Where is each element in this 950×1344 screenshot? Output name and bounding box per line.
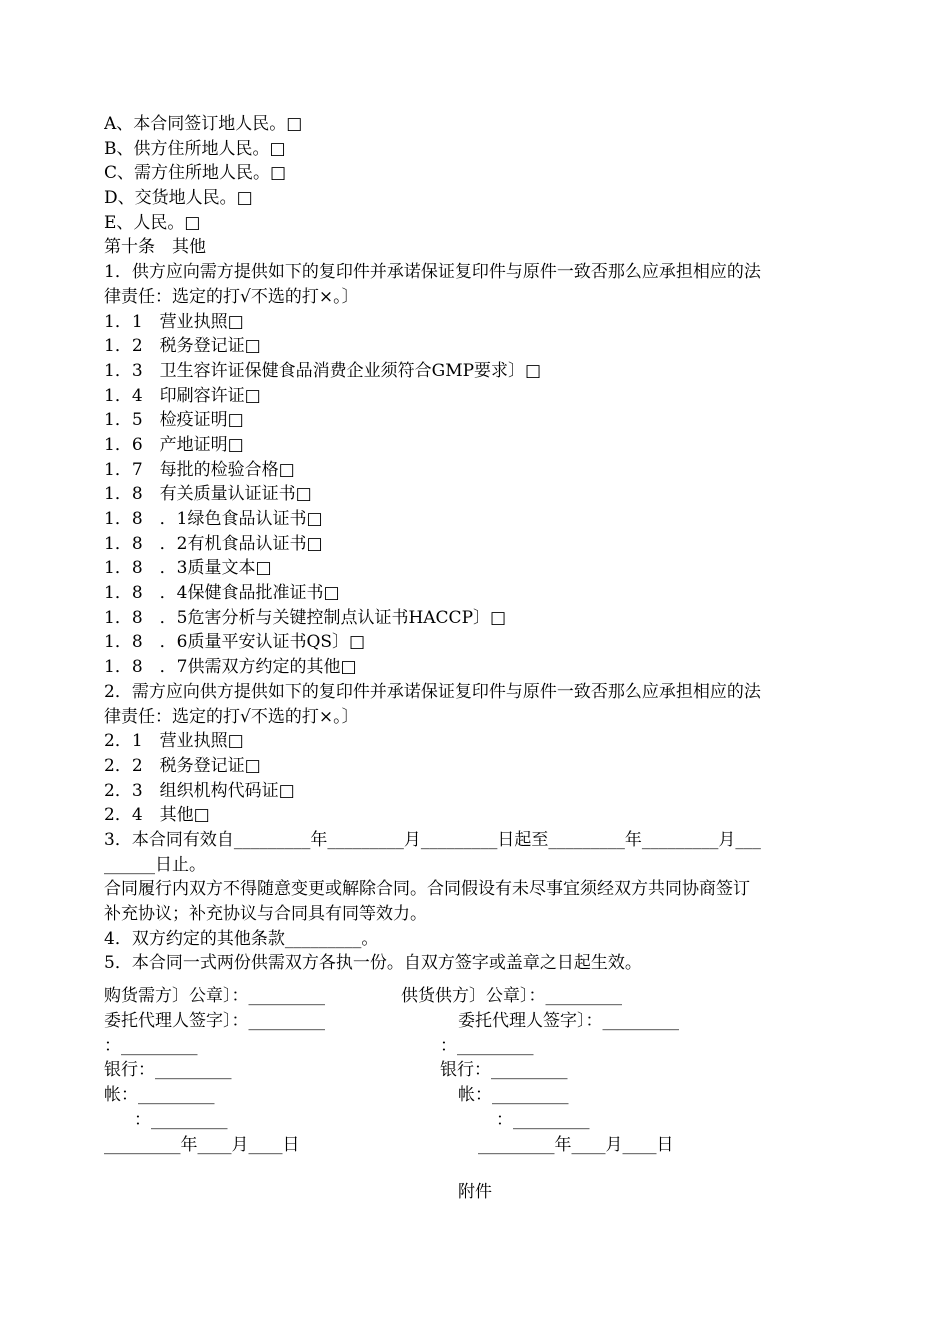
clause-line: D、交货地人民。□ — [104, 188, 253, 209]
buyer-blank-field: ：_________ — [134, 1110, 228, 1130]
seller-bank-label: 银行：_________ — [440, 1060, 568, 1080]
checklist-item: 1．8 ．3质量文本□ — [104, 558, 272, 579]
buyer-account-label: 帐：_________ — [104, 1085, 215, 1105]
clause-line: C、需方住所地人民。□ — [104, 163, 287, 184]
clause-line: 5．本合同一式两份供需双方各执一份。自双方签字或盖章之日起生效。 — [104, 953, 642, 974]
attachment-heading: 附件 — [458, 1182, 492, 1202]
checklist-item: 2．4 其他□ — [104, 805, 210, 826]
checklist-item: 1．8 ．1绿色食品认证书□ — [104, 509, 323, 529]
buyer-date-line: _________年____月____日 — [104, 1135, 300, 1155]
checklist-item: 1．6 产地证明□ — [104, 434, 244, 455]
clause-line: 2．需方应向供方提供如下的复印件并承诺保证复印件与原件一致否那么应承担相应的法 — [104, 681, 761, 702]
buyer-bank-label: 银行：_________ — [104, 1060, 232, 1080]
clause-line: 补充协议；补充协议与合同具有同等效力。 — [104, 904, 427, 924]
seller-seal-label: 供货供方〕公章〕：_________ — [401, 986, 622, 1006]
clause-line: B、供方住所地人民。□ — [104, 138, 286, 159]
clause-line: 合同履行内双方不得随意变更或解除合同。合同假设有未尽事宜须经双方共同协商签订 — [104, 879, 750, 900]
checklist-item: 1．4 印刷容许证□ — [104, 385, 261, 406]
clause-line: ______日止。 — [104, 854, 206, 875]
checklist-item: 1．8 ．6质量平安认证书QS〕□ — [104, 632, 366, 653]
clause-line: 3．本合同有效自_________年_________月_________日起至_________年_________月___ — [104, 829, 761, 850]
signature-block — [104, 984, 844, 1164]
clause-line: 律责任：选定的打√不选的打×。〕 — [104, 706, 359, 727]
clause-line: 律责任：选定的打√不选的打×。〕 — [104, 286, 359, 307]
checklist-item: 2．1 营业执照□ — [104, 731, 244, 752]
checklist-item: 1．8 有关质量认证证书□ — [104, 484, 312, 505]
buyer-agent-label: 委托代理人签字〕：_________ — [104, 1011, 325, 1031]
contract-body — [104, 112, 844, 976]
buyer-blank-field: ：_________ — [104, 1036, 198, 1056]
checklist-item: 2．3 组织机构代码证□ — [104, 780, 295, 801]
checklist-item: 1．8 ．5危害分析与关键控制点认证书HACCP〕□ — [104, 607, 507, 628]
checklist-item: 1．3 卫生容许证保健食品消费企业须符合GMP要求〕□ — [104, 360, 542, 381]
seller-blank-field: ：_________ — [440, 1036, 534, 1056]
checklist-item: 1．1 营业执照□ — [104, 311, 244, 332]
clause-line: A、本合同签订地人民。□ — [104, 114, 303, 134]
clause-line: 4．双方约定的其他条款_________。 — [104, 928, 379, 949]
seller-date-line: _________年____月____日 — [478, 1135, 674, 1155]
checklist-item: 2．2 税务登记证□ — [104, 755, 261, 776]
seller-agent-label: 委托代理人签字〕：_________ — [458, 1011, 679, 1031]
checklist-item: 1．8 ．4保健食品批准证书□ — [104, 583, 340, 604]
seller-blank-field: ：_________ — [496, 1110, 590, 1130]
checklist-item: 1．7 每批的检验合格□ — [104, 459, 295, 480]
checklist-item: 1．8 ．7供需双方约定的其他□ — [104, 657, 357, 678]
checklist-item: 1．2 税务登记证□ — [104, 336, 261, 357]
seller-account-label: 帐：_________ — [458, 1085, 569, 1105]
buyer-seal-label: 购货需方〕公章〕：_________ — [104, 986, 325, 1006]
checklist-item: 1．5 检疫证明□ — [104, 410, 244, 431]
section-heading: 第十条 其他 — [104, 237, 206, 258]
checklist-item: 1．8 ．2有机食品认证书□ — [104, 533, 323, 554]
clause-line: 1．供方应向需方提供如下的复印件并承诺保证复印件与原件一致否那么应承担相应的法 — [104, 262, 761, 283]
clause-line: E、人民。□ — [104, 212, 201, 233]
